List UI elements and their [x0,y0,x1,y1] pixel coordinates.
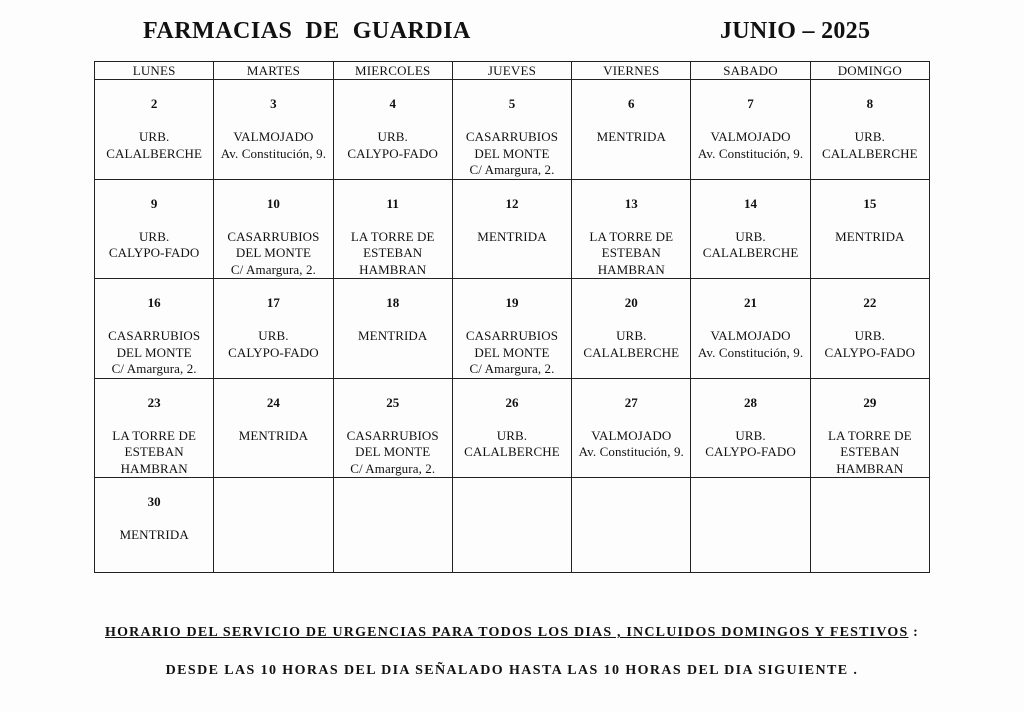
pharmacy-on-duty: CASARRUBIOS DEL MONTE C/ Amargura, 2. [465,328,559,376]
calendar-day-cell [333,80,452,180]
calendar-day-cell [810,279,929,379]
calendar-day-cell [452,478,571,573]
pharmacy-on-duty: URB. CALYPO-FADO [824,328,916,360]
calendar-day-cell [452,179,571,279]
calendar-day-cell [572,80,691,180]
calendar-day-cell [214,179,333,279]
day-number: 18 [386,295,400,310]
day-number: 29 [863,394,877,410]
pharmacy-on-duty: URB. CALALBERCHE [821,129,918,161]
schedule-heading-colon: : [908,625,919,640]
pharmacy-on-duty: URB. CALALBERCHE [702,228,799,260]
calendar-day-cell [333,478,452,573]
calendar-day-cell [95,478,214,573]
pharmacy-on-duty: CASARRUBIOS DEL MONTE C/ Amargura, 2. [346,427,439,476]
pharmacy-on-duty: URB. CALYPO-FADO [228,328,319,360]
calendar-day-cell [572,378,691,478]
calendar-day-cell [691,378,810,478]
calendar-day-cell [810,478,929,573]
pharmacy-on-duty: VALMOJADO Av. Constitución, 9. [220,129,327,161]
calendar-day-cell [214,478,333,573]
day-number: 11 [386,195,399,211]
pharmacy-on-duty: CASARRUBIOS DEL MONTE C/ Amargura, 2. [465,129,559,177]
day-number: 17 [266,295,280,310]
day-number: 8 [866,96,874,111]
day-number: 10 [266,195,280,211]
day-number: 15 [863,195,877,211]
pharmacy-on-duty: MENTRIDA [596,129,666,144]
day-number: 5 [508,96,516,111]
day-number: 9 [150,195,158,211]
calendar-day-cell [214,80,333,180]
calendar-day-cell [572,478,691,573]
calendar-body [95,80,930,573]
day-number: 21 [744,295,758,310]
calendar-day-cell [810,80,929,180]
weekday-header: LUNES [95,62,214,80]
calendar-day-cell [691,279,810,379]
weekday-header: JUEVES [452,62,571,80]
calendar-day-cell [572,179,691,279]
weekday-header-row [95,62,930,80]
calendar-day-cell [572,279,691,379]
weekday-header: MARTES [214,62,333,80]
pharmacy-on-duty: URB. CALYPO-FADO [108,228,200,260]
weekday-header: VIERNES [572,62,691,80]
day-number: 6 [628,96,635,111]
calendar-day-cell [452,80,571,180]
day-number: 26 [505,394,519,410]
calendar-day-cell [452,378,571,478]
calendar-day-cell [214,279,333,379]
pharmacy-on-duty: MENTRIDA [477,228,547,244]
pharmacy-on-duty: URB. CALYPO-FADO [347,129,438,161]
day-number: 30 [147,494,161,509]
day-number: 19 [505,295,519,310]
calendar-day-cell [810,179,929,279]
schedule-heading-text: HORARIO DEL SERVICIO DE URGENCIAS PARA TODOS LOS DIAS , INCLUIDOS DOMINGOS Y FESTIVOS [104,625,909,640]
pharmacy-on-duty: VALMOJADO Av. Constitución, 9. [697,328,804,360]
day-number: 16 [147,295,161,310]
calendar-week-row [95,478,930,573]
day-number: 24 [266,394,280,410]
pharmacy-on-duty: MENTRIDA [119,527,189,542]
pharmacy-on-duty: MENTRIDA [358,328,428,343]
schedule-hours: DESDE LAS 10 HORAS DEL DIA SEÑALADO HASTA LAS 10 HORAS DEL DIA SIGUIENTE . [165,663,859,678]
calendar-day-cell [333,378,452,478]
weekday-header: DOMINGO [810,62,929,80]
day-number: 20 [624,295,638,310]
day-number: 13 [624,195,638,211]
pharmacy-on-duty: URB. CALALBERCHE [106,129,202,161]
pharmacy-on-duty: VALMOJADO Av. Constitución, 9. [578,427,684,459]
calendar-day-cell [333,179,452,279]
calendar-day-cell [691,179,810,279]
calendar-table [94,61,930,573]
day-number: 23 [147,394,161,410]
day-number: 7 [747,96,754,111]
calendar-day-cell [214,378,333,478]
pharmacy-on-duty: MENTRIDA [238,427,309,443]
pharmacy-on-duty: LA TORRE DE ESTEBAN HAMBRAN [828,427,912,476]
day-number: 25 [386,394,400,410]
calendar-day-cell [810,378,929,478]
calendar-week-row [95,378,930,478]
day-number: 12 [505,195,519,211]
pharmacy-on-duty: MENTRIDA [835,228,905,244]
day-number: 27 [624,394,638,410]
pharmacy-on-duty: URB. CALALBERCHE [464,427,560,459]
pharmacy-on-duty: URB. CALALBERCHE [583,328,680,360]
schedule-heading [0,625,1024,641]
pharmacy-on-duty: URB. CALYPO-FADO [705,427,796,459]
calendar-week-row [95,179,930,279]
pharmacy-on-duty: CASARRUBIOS DEL MONTE C/ Amargura, 2. [108,328,201,376]
month-label: JUNIO – 2025 [720,18,871,44]
calendar-week-row [95,80,930,180]
day-number: 14 [744,195,758,211]
pharmacy-on-duty: LA TORRE DE ESTEBAN HAMBRAN [112,427,196,476]
weekday-header: SABADO [691,62,810,80]
day-number: 3 [270,96,277,111]
calendar-day-cell [691,80,810,180]
page-title: FARMACIAS DE GUARDIA [143,18,471,44]
calendar-day-cell [95,279,214,379]
calendar-day-cell [95,80,214,180]
day-number: 2 [150,96,158,111]
weekday-header: MIERCOLES [333,62,452,80]
calendar-day-cell [691,478,810,573]
day-number: 22 [863,295,877,310]
day-number: 28 [744,394,758,410]
pharmacy-on-duty: LA TORRE DE ESTEBAN HAMBRAN [589,228,674,277]
calendar-day-cell [95,378,214,478]
pharmacy-on-duty: LA TORRE DE ESTEBAN HAMBRAN [350,228,435,277]
calendar-day-cell [333,279,452,379]
pharmacy-on-duty: CASARRUBIOS DEL MONTE C/ Amargura, 2. [227,228,320,277]
pharmacy-on-duty: VALMOJADO Av. Constitución, 9. [697,129,804,161]
calendar-day-cell [452,279,571,379]
calendar-day-cell [95,179,214,279]
day-number: 4 [389,96,396,111]
calendar-week-row [95,279,930,379]
